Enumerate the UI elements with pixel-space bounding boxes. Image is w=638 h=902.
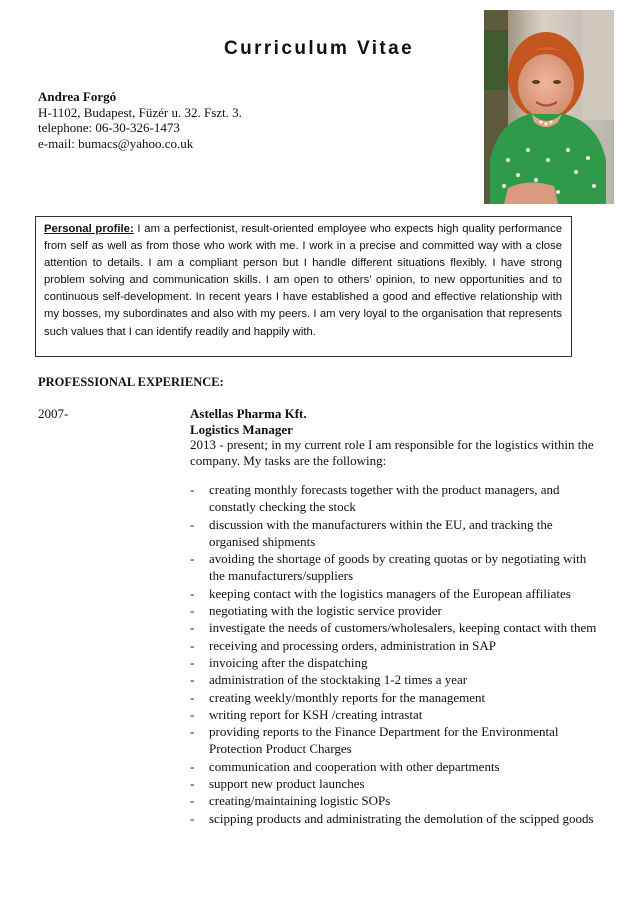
- bullet-dash: -: [190, 724, 195, 740]
- personal-profile-body: I am a perfectionist, result-oriented employee who expects high quality performance from self as well as from those who work with me. I work in a precise and committed way with a close attention to details. I am a compliant person but I handle different situations flexibly. I have strong problem solving and communication skills. I am open to others’ opinion, to new opportunities and to continuous self-development. In recent years I have established a good and effective relationship with my bosses, my subordinates and also with my peers. I am very loyal to the organisation that represents such values that I can identify readily and happily with.: [44, 223, 563, 338]
- task-list-item: [190, 775, 600, 792]
- task-list-item: [190, 602, 600, 619]
- company-name: Astellas Pharma Kft.: [190, 406, 307, 421]
- task-list-item: [190, 671, 600, 688]
- task-text: communication and cooperation with other departments: [209, 758, 500, 774]
- personal-profile-text: [44, 221, 562, 341]
- task-list-item: [190, 689, 600, 706]
- bullet-dash: -: [190, 793, 195, 809]
- task-list-item: [190, 585, 600, 602]
- task-text: creating weekly/monthly reports for the management: [209, 689, 486, 705]
- email: e-mail: bumacs@yahoo.co.uk: [38, 135, 194, 151]
- bullet-dash: -: [190, 689, 195, 705]
- bullet-dash: -: [190, 551, 195, 567]
- bullet-dash: -: [190, 672, 195, 688]
- personal-profile-label: Personal profile:: [44, 223, 134, 235]
- task-text: discussion with the manufacturers within the EU, and tracking the organised shipments: [209, 516, 553, 549]
- contact-block: [38, 89, 242, 151]
- task-list-item: [190, 481, 600, 516]
- bullet-dash: -: [190, 620, 195, 636]
- task-text: writing report for KSH /creating intrastat: [209, 706, 423, 722]
- task-text: administration of the stocktaking 1-2 times a year: [209, 672, 468, 688]
- job-position: Logistics Manager: [190, 421, 293, 437]
- bullet-dash: -: [190, 776, 195, 792]
- task-list-item: [190, 654, 600, 671]
- job-entry: [190, 406, 605, 468]
- task-list-item: [190, 550, 600, 585]
- bullet-dash: -: [190, 637, 195, 653]
- bullet-dash: -: [190, 758, 195, 774]
- task-list: [190, 481, 600, 827]
- task-text: negotiating with the logistic service provider: [209, 603, 442, 619]
- task-list-item: [190, 758, 600, 775]
- job-date: 2007-: [38, 406, 69, 421]
- task-text: scipping products and administrating the demolution of the scipped goods: [209, 810, 594, 826]
- personal-profile-box: [35, 216, 572, 357]
- bullet-dash: -: [190, 482, 195, 497]
- task-text: creating monthly forecasts together with the product managers, and constatly checking the stock: [209, 482, 560, 515]
- task-text: keeping contact with the logistics managers of the European affiliates: [209, 585, 571, 601]
- professional-experience-heading: PROFESSIONAL EXPERIENCE:: [38, 375, 224, 389]
- task-text: receiving and processing orders, administration in SAP: [209, 637, 497, 653]
- task-list-item: [190, 723, 600, 758]
- task-text: investigate the needs of customers/wholesalers, keeping contact with them: [209, 620, 597, 636]
- task-list-item: [190, 516, 600, 551]
- bullet-dash: -: [190, 810, 195, 826]
- task-list-item: [190, 637, 600, 654]
- task-text: avoiding the shortage of goods by creating quotas or by negotiating with the manufacturers/suppliers: [209, 551, 587, 584]
- task-list-item: [190, 706, 600, 723]
- bullet-dash: -: [190, 603, 195, 619]
- telephone: telephone: 06-30-326-1473: [38, 120, 180, 135]
- address: H-1102, Budapest, Füzér u. 32. Fszt. 3.: [38, 104, 242, 120]
- task-list-item: [190, 619, 600, 636]
- task-list-item: [190, 792, 600, 809]
- bullet-dash: -: [190, 516, 195, 532]
- job-description: 2013 - present; in my current role I am responsible for the logistics within the company. My tasks are the following:: [190, 437, 594, 468]
- bullet-dash: -: [190, 585, 195, 601]
- bullet-dash: -: [190, 706, 195, 722]
- task-text: creating/maintaining logistic SOPs: [209, 793, 391, 809]
- task-text: providing reports to the Finance Department for the Environmental Protection Product Charges: [209, 724, 559, 757]
- bullet-dash: -: [190, 654, 195, 670]
- task-text: support new product launches: [209, 776, 365, 792]
- task-list-item: [190, 810, 600, 827]
- person-name: Andrea Forgó: [38, 89, 117, 104]
- task-text: invoicing after the dispatching: [209, 654, 368, 670]
- profile-photo: [484, 10, 614, 204]
- document-title: Curriculum Vitae: [223, 38, 415, 59]
